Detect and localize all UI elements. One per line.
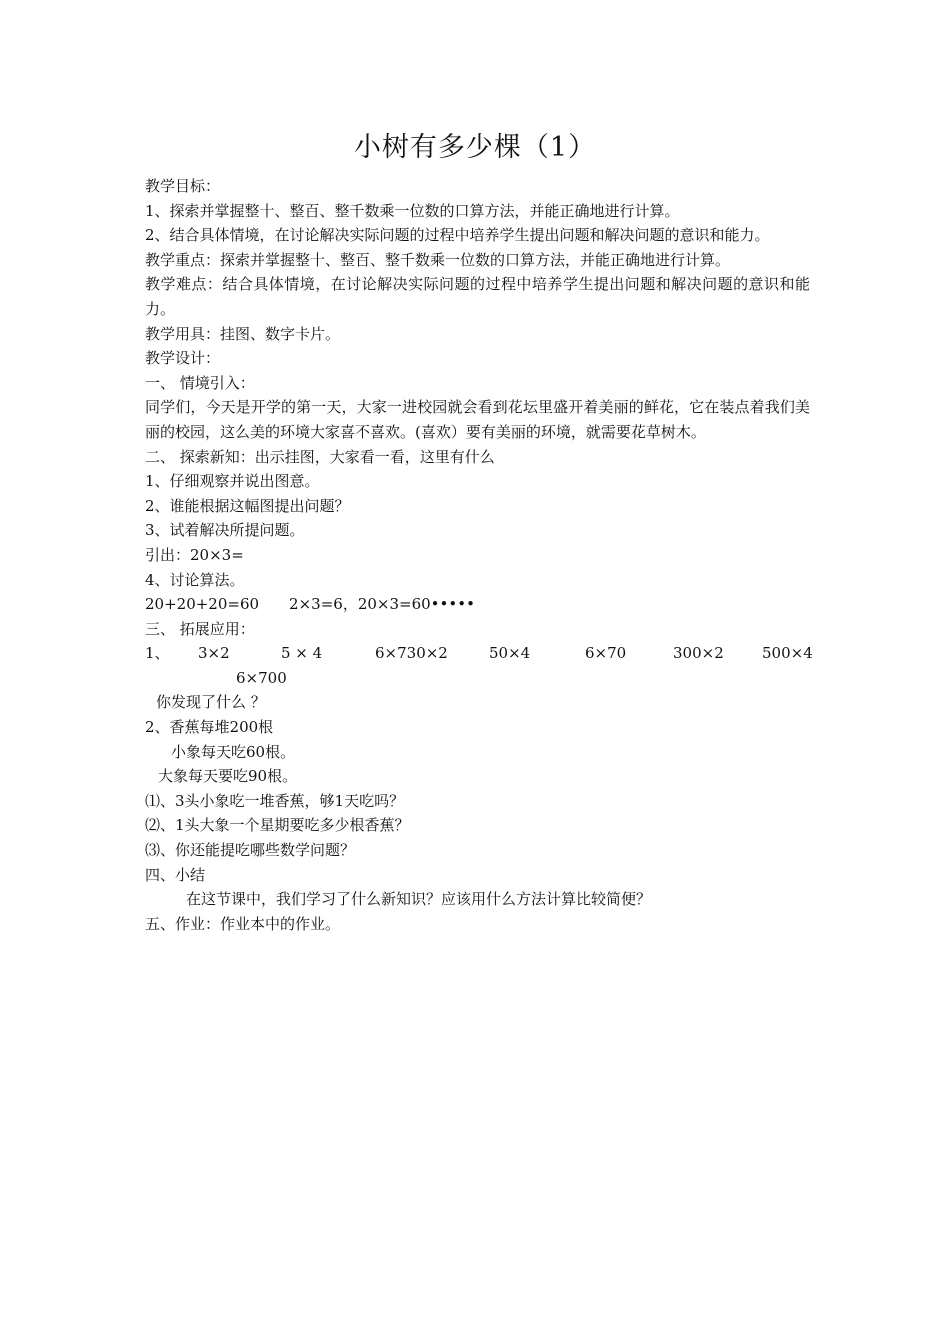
- small-elephant-line: 小象每天吃60根。: [171, 742, 296, 761]
- discovery-question: 你发现了什么 ？: [156, 693, 266, 712]
- exercise-row-2: [145, 666, 810, 691]
- exercise-row: [145, 641, 813, 666]
- intro-paragraph: 同学们，今天是开学的第一天，大家一进校园就会看到花坛里盛开着美丽的鲜花，它在装点着我们美丽的校园，这么美的环境大家喜不喜欢。(喜欢）要有美丽的环境，就需要花草树木。: [145, 398, 810, 441]
- summary-text: 在这节课中，我们学习了什么新知识？应该用什么方法计算比较简便？: [186, 890, 652, 909]
- goals-heading: 教学目标：: [145, 177, 221, 195]
- exercise-label: 1、: [145, 644, 170, 663]
- design-heading: 教学设计：: [145, 349, 221, 368]
- question-1: ⑴、3头小象吃一堆香蕉，够1天吃吗？: [145, 791, 405, 810]
- exercise-item: 6×700: [236, 668, 287, 687]
- section-5-homework: 五、作业：作业本中的作业。: [145, 914, 341, 933]
- step-1: 1、仔细观察并说出图意。: [145, 472, 320, 491]
- step-2: 2、谁能根据这幅图提出问题？: [145, 496, 350, 515]
- exercise-item: 500×4: [762, 644, 813, 663]
- page-title: 小树有多少棵（1）: [353, 132, 597, 163]
- goal-1: 1、探索并掌握整十、整百、整千数乘一位数的口算方法，并能正确地进行计算。: [145, 201, 680, 220]
- exercise-item: 3×2: [198, 644, 230, 663]
- exercise-item: 6×730×2: [375, 644, 448, 663]
- calculation: 20+20+20=60 2×3=6，20×3=60•••••: [145, 595, 475, 614]
- difficult-point: 教学难点：结合具体情境，在讨论解决实际问题的过程中培养学生提出问题和解决问题的意识和能力。: [145, 275, 810, 318]
- exercise-item: 300×2: [673, 644, 724, 663]
- teaching-tools: 教学用具：挂图、数字卡片。: [145, 324, 341, 343]
- exercise-item: 6×70: [585, 644, 627, 663]
- big-elephant-line: 大象每天要吃90根。: [158, 767, 298, 786]
- document-body: [145, 174, 813, 936]
- section-4-heading: 四、小结: [145, 865, 206, 884]
- question-2: ⑵、1头大象一个星期要吃多少根香蕉？: [145, 816, 410, 835]
- question-3: ⑶、你还能提吃哪些数学问题？: [145, 841, 356, 860]
- key-point: 教学重点：探索并掌握整十、整百、整千数乘一位数的口算方法，并能正确地进行计算。: [145, 250, 731, 269]
- step-3: 3、试着解决所提问题。: [145, 521, 305, 540]
- section-1-heading: 一、 情境引入：: [145, 373, 255, 392]
- exercise-item: 50×4: [489, 644, 531, 663]
- goal-2: 2、结合具体情境，在讨论解决实际问题的过程中培养学生提出问题和解决问题的意识和能力。: [145, 226, 770, 245]
- exercise-item: 5 × 4: [281, 644, 323, 663]
- lead-out: 引出：20×3=: [145, 545, 244, 564]
- section-3-heading: 三、 拓展应用：: [145, 619, 255, 638]
- banana-problem: 2、香蕉每堆200根: [145, 718, 274, 737]
- step-4: 4、讨论算法。: [145, 570, 245, 589]
- section-2-heading: 二、 探索新知：出示挂图，大家看一看，这里有什么: [145, 447, 495, 466]
